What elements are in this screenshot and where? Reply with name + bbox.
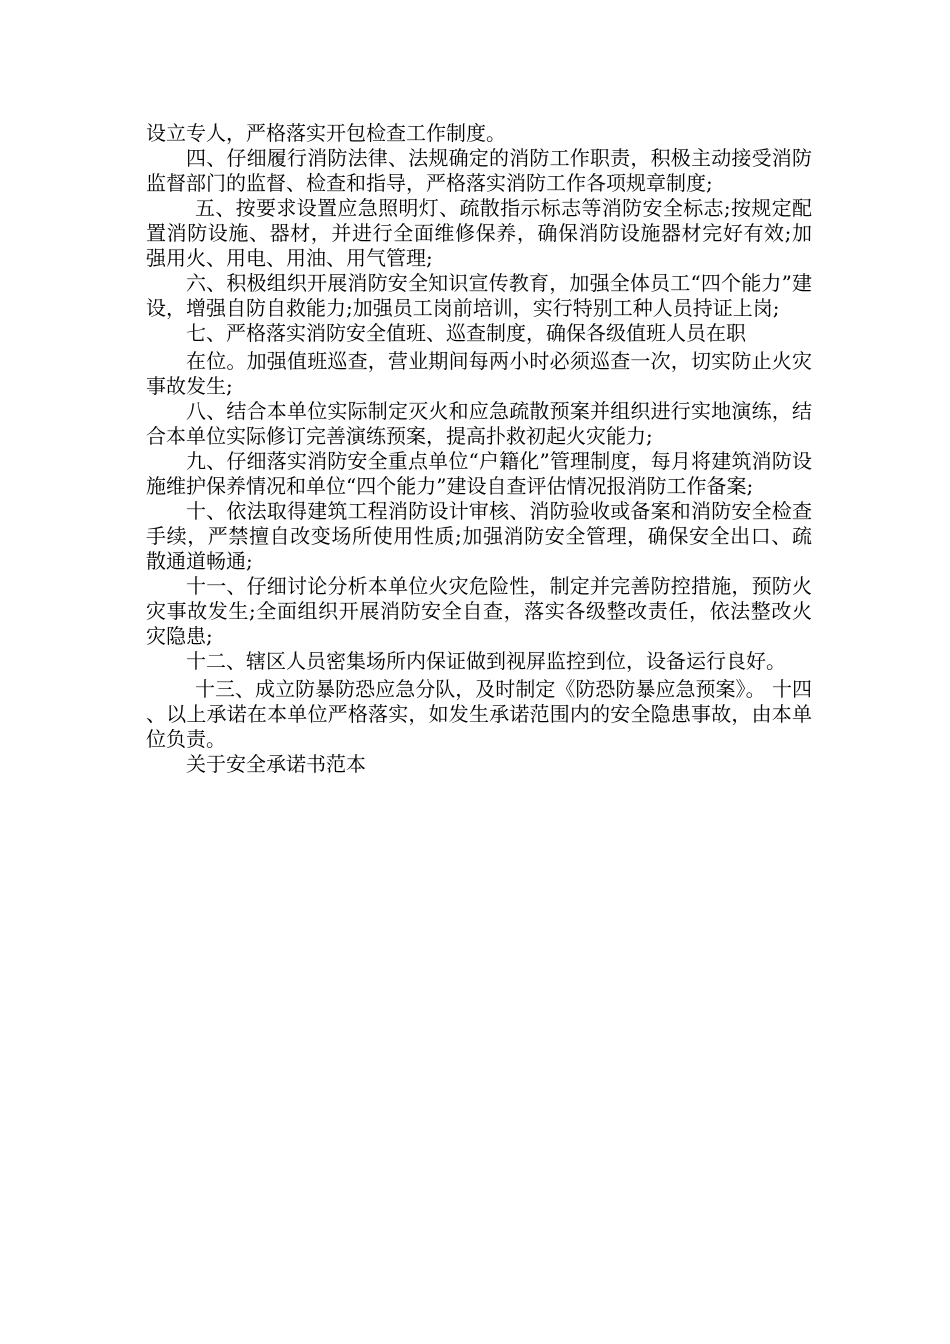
paragraph-item-6: 六、积极组织开展消防安全知识宣传教育，加强全体员工“四个能力”建设，增强自防自救能力;加强员工岗前培训，实行特别工种人员持证上岗;	[146, 271, 812, 320]
paragraph-item-13-14: 十三、成立防暴防恐应急分队，及时制定《防恐防暴应急预案》。 十四、以上承诺在本单位严格落实，如发生承诺范围内的安全隐患事故，由本单位负责。	[146, 677, 812, 751]
paragraph-item-5: 五、按要求设置应急照明灯、疏散指示标志等消防安全标志;按规定配置消防设施、器材，并进行全面维修保养，确保消防设施器材完好有效;加强用火、用电、用油、用气管理;	[146, 196, 812, 270]
paragraph-item-8: 八、结合本单位实际制定灭火和应急疏散预案并组织进行实地演练，结合本单位实际修订完善演练预案，提高扑救初起火灾能力;	[146, 399, 812, 448]
paragraph-item-9: 九、仔细落实消防安全重点单位“户籍化”管理制度，每月将建筑消防设施维护保养情况和单位“四个能力”建设自查评估情况报消防工作备案;	[146, 449, 812, 498]
paragraph-item-11: 十一、仔细讨论分析本单位火灾危险性，制定并完善防控措施，预防火灾事故发生;全面组织开展消防安全自查，落实各级整改责任，依法整改火灾隐患;	[146, 574, 812, 648]
paragraph-item-7: 七、严格落实消防安全值班、巡查制度，确保各级值班人员在职	[186, 321, 746, 345]
paragraph-item-7-continued: 在位。加强值班巡查，营业期间每两小时必须巡查一次，切实防止火灾事故发生;	[146, 349, 812, 398]
paragraph-continuation: 设立专人，严格落实开包检查工作制度。	[146, 121, 506, 145]
paragraph-item-12: 十二、辖区人员密集场所内保证做到视屏监控到位，设备运行良好。	[186, 649, 786, 673]
document-footer-title: 关于安全承诺书范本	[186, 752, 366, 776]
paragraph-item-4: 四、仔细履行消防法律、法规确定的消防工作职责，积极主动接受消防监督部门的监督、检查和指导，严格落实消防工作各项规章制度;	[146, 146, 812, 195]
paragraph-item-10: 十、依法取得建筑工程消防设计审核、消防验收或备案和消防安全检查手续，严禁擅自改变场所使用性质;加强消防安全管理，确保安全出口、疏散通道畅通;	[146, 499, 812, 573]
document-body	[146, 121, 812, 777]
